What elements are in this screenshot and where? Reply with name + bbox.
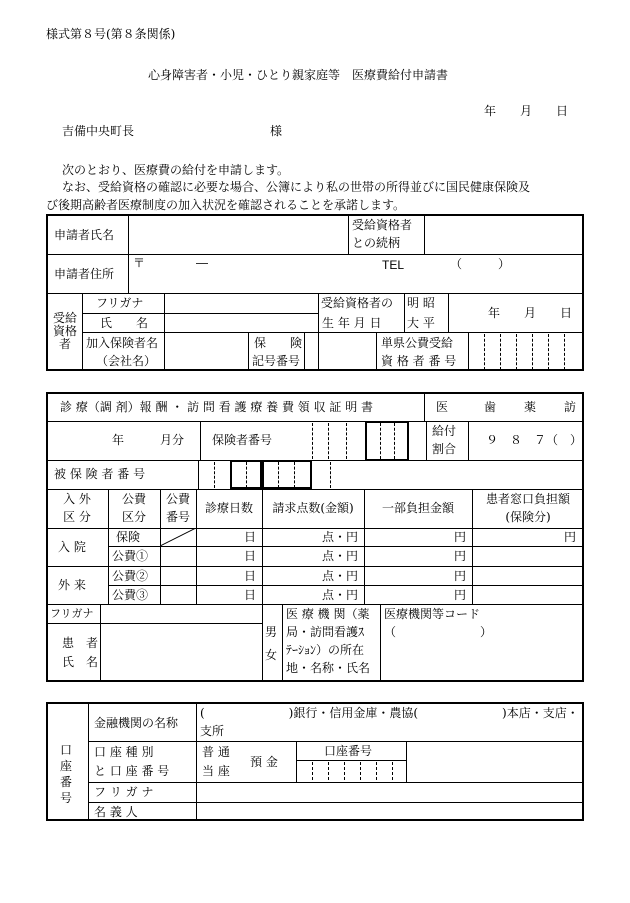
postal-mark: 〒 (133, 256, 146, 270)
date-line[interactable]: 年 月 日 (484, 104, 569, 118)
institution-label-1: 医 療 機 関（薬 (286, 607, 370, 621)
recipient-group-label: 受給資格者 (52, 311, 77, 351)
institution-label-2: 局・訪問看護ｽ (286, 625, 365, 639)
insured-no-label: 被 保 険 者 番 号 (54, 467, 146, 481)
insured-name-label-1: 加入保険者名 (86, 336, 159, 350)
institution-code-field[interactable]: （ ） (384, 625, 493, 639)
diagonal-cell (160, 528, 196, 546)
institution-label-3: ﾃｰｼｮﾝ）の所在 (286, 643, 365, 657)
institution-label-4: 地・名称・氏名 (286, 661, 371, 675)
sex-male[interactable]: 男 (265, 625, 278, 639)
row-days[interactable]: 日 (243, 549, 256, 563)
row-points[interactable]: 点・円 (321, 549, 358, 563)
holder-name-field[interactable] (197, 803, 582, 820)
era-option-2[interactable]: 大 平 (407, 316, 435, 330)
col-kohi-no-2: 番号 (165, 510, 190, 524)
row-days[interactable]: 日 (243, 588, 256, 602)
row-copay[interactable]: 円 (453, 569, 466, 583)
row-copay[interactable]: 円 (453, 549, 466, 563)
dob-field[interactable]: 年 月 日 (488, 306, 573, 320)
account-no-field[interactable] (297, 761, 405, 781)
year-month-label[interactable]: 年 月分 (112, 433, 185, 447)
col-kohi-no-1: 公費 (165, 492, 190, 506)
col-kubun-1: 公費 (121, 492, 146, 506)
relation-label-2: との続柄 (352, 236, 401, 250)
row-points[interactable]: 点・円 (321, 588, 358, 602)
patient-furigana-label: フリガナ (50, 607, 94, 620)
applicant-name-field[interactable] (129, 215, 347, 253)
account-type-toza[interactable]: 当 座 (202, 764, 230, 778)
row-copay[interactable]: 円 (453, 530, 466, 544)
col-nyugai-1: 入 外 (63, 492, 91, 506)
account-no-label: 口座番号 (324, 744, 373, 758)
applicant-name-label: 申請者氏名 (54, 228, 115, 242)
patient-label-2: 氏 名 (62, 655, 99, 669)
body-text-2: なお、受給資格の確認に必要な場合、公簿により私の世帯の所得並びに国民健康保険及 (62, 180, 531, 194)
bank-name-field[interactable]: ( )銀行・信用金庫・農協( )本店・支店・ (200, 706, 579, 720)
row-kubun: 公費① (112, 549, 149, 563)
inpatient-label: 入 院 (58, 540, 86, 554)
applicant-address-label: 申請者住所 (54, 267, 115, 281)
insurance-no-field[interactable] (305, 333, 375, 370)
col-nyugai-2: 区 分 (63, 510, 91, 524)
col-copay: 一部負担金額 (381, 501, 454, 515)
receipt-title: 診 療（調 剤）報 酬 ・ 訪 問 看 護 療 養 費 領 収 証 明 書 (60, 400, 374, 414)
holder-furigana-label: フ リ ガ ナ (94, 785, 154, 799)
form-number: 様式第８号(第８条関係) (46, 27, 176, 41)
row-kubun: 公費③ (112, 588, 149, 602)
page-title: 心身障害者・小児・ひとり親家庭等 医療費給付申請書 (148, 68, 449, 82)
deposit-label: 預 金 (250, 755, 278, 769)
type-dental[interactable]: 歯 (484, 400, 497, 414)
holder-furigana-field[interactable] (197, 783, 582, 801)
row-copay[interactable]: 円 (453, 588, 466, 602)
applicant-address-field[interactable] (129, 272, 582, 292)
col-window-2: (保険分) (505, 510, 551, 524)
row-days[interactable]: 日 (243, 530, 256, 544)
patient-name-field[interactable] (101, 624, 261, 681)
insurance-no-label-2: 記号番号 (252, 354, 301, 368)
account-side-label: 口座番号 (60, 743, 73, 805)
public-no-label-1: 単県公費受給 (381, 336, 454, 350)
body-text-3: び後期高齢者医療制度の加入状況を確認されることを承諾します。 (46, 198, 406, 212)
type-medical[interactable]: 医 (436, 400, 449, 414)
type-visit[interactable]: 訪 (564, 400, 577, 414)
dob-label-2: 生 年 月 日 (322, 316, 382, 330)
col-days: 診療日数 (204, 501, 253, 515)
addressee: 吉備中央町長 (62, 124, 135, 138)
col-points: 請求点数(金額) (272, 501, 354, 515)
relation-label-1: 受給資格者 (352, 218, 413, 232)
account-type-futsu[interactable]: 普 通 (202, 745, 230, 759)
bank-name-suffix: 支所 (200, 724, 225, 738)
insured-name-field[interactable] (165, 333, 247, 370)
recipient-name-field[interactable] (165, 294, 317, 331)
relation-field[interactable] (425, 215, 582, 253)
dob-label-1: 受給資格者の (321, 296, 394, 310)
insured-name-label-2: （会社名） (96, 354, 157, 368)
tel-paren: （ ） (450, 257, 511, 271)
holder-label: 名 義 人 (94, 805, 138, 819)
era-option-1[interactable]: 明 昭 (407, 296, 435, 310)
col-window-1: 患者窓口負担額 (485, 492, 570, 506)
col-kubun-2: 区分 (121, 510, 146, 524)
row-points[interactable]: 点・円 (321, 569, 358, 583)
bank-name-label: 金融機関の名称 (94, 716, 179, 730)
insurer-no-label: 保険者番号 (212, 433, 273, 447)
patient-label-1: 患 者 (62, 636, 99, 650)
public-no-label-2: 資 格 者 番 号 (381, 354, 457, 368)
recipient-name-label: 氏 名 (100, 316, 149, 330)
row-kubun: 保険 (116, 530, 141, 544)
type-pharmacy[interactable]: 薬 (524, 400, 537, 414)
row-window[interactable]: 円 (563, 530, 576, 544)
row-kubun: 公費② (112, 569, 149, 583)
body-text-1: 次のとおり、医療費の給付を申請します。 (62, 163, 290, 177)
insurance-no-label-1: 保 険 (254, 336, 303, 350)
furigana-label: フリガナ (96, 296, 144, 310)
tel-label: TEL (382, 258, 405, 272)
account-type-label-1: 口 座 種 別 (94, 745, 154, 759)
institution-code-label: 医療機関等コード (384, 607, 481, 621)
sex-female[interactable]: 女 (265, 648, 278, 662)
outpatient-label: 外 来 (58, 578, 86, 592)
kyufu-label-1: 給付 (432, 424, 457, 438)
postal-dash: ― (196, 256, 208, 270)
row-days[interactable]: 日 (243, 569, 256, 583)
patient-furigana-field[interactable] (101, 605, 261, 622)
kyufu-label-2: 割合 (432, 442, 457, 456)
honorific: 様 (270, 124, 283, 138)
ratio-options[interactable]: ９ ８ ７（ ） (486, 433, 583, 447)
public-no-field[interactable] (469, 333, 582, 370)
account-type-label-2: と 口 座 番 号 (94, 764, 170, 778)
row-points[interactable]: 点・円 (321, 530, 358, 544)
